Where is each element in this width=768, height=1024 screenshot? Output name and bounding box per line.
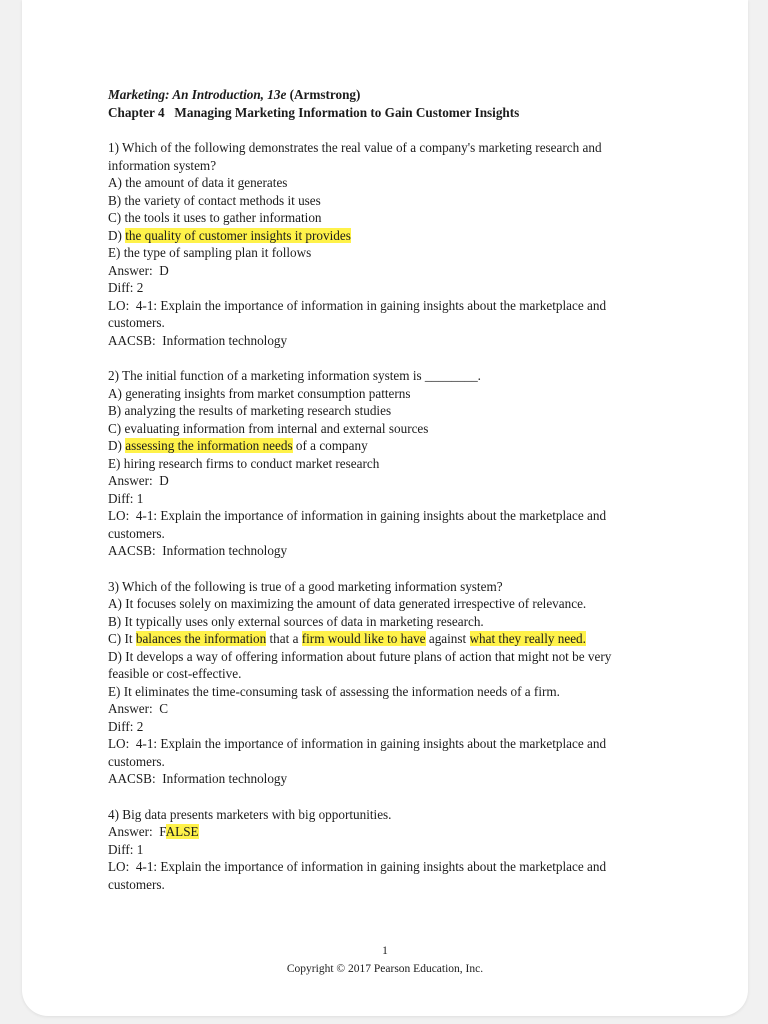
q4-answer-highlight: ALSE — [165, 824, 199, 839]
q3-option-c-highlight-1: balances the information — [135, 631, 267, 646]
chapter-title: Chapter 4 Managing Marketing Information to Gain Customer Insights — [108, 104, 520, 120]
question-3 — [108, 578, 668, 788]
q1-aacsb: AACSB: Information technology — [108, 332, 288, 348]
q1-stem-line1: 1) Which of the following demonstrates the real value of a company's marketing research and — [108, 140, 602, 155]
q2-difficulty: Diff: 1 — [108, 490, 144, 506]
q2-lo-line1: LO: 4-1: Explain the importance of information in gaining insights about the marketplace and — [108, 508, 607, 523]
q3-option-c-highlight-2: firm would like to have — [301, 631, 426, 646]
q3-option-d-line1: D) It develops a way of offering information about future plans of action that might not be very — [108, 648, 612, 664]
q2-option-b: B) analyzing the results of marketing research studies — [108, 403, 392, 418]
book-title — [108, 86, 668, 104]
q2-option-a: A) generating insights from market consumption patterns — [108, 385, 411, 401]
document-content — [108, 86, 668, 893]
q1-answer: Answer: D — [108, 262, 169, 278]
q4-answer — [108, 823, 668, 841]
document-header — [108, 86, 668, 121]
q3-option-a: A) It focuses solely on maximizing the amount of data generated irrespective of relevance. — [108, 596, 587, 611]
q4-lo-line1: LO: 4-1: Explain the importance of information in gaining insights about the marketplace and — [108, 859, 607, 874]
q3-option-d-line2: feasible or cost-effective. — [108, 666, 242, 681]
q1-option-b: B) the variety of contact methods it uses — [108, 192, 321, 208]
q2-aacsb: AACSB: Information technology — [108, 543, 288, 558]
q2-option-c: C) evaluating information from internal and external sources — [108, 420, 429, 436]
book-author: (Armstrong) — [289, 87, 361, 102]
q1-lo-line2: customers. — [108, 315, 165, 330]
q1-option-d — [108, 227, 668, 245]
q3-option-c-text-2: against — [425, 631, 470, 646]
q4-difficulty: Diff: 1 — [108, 841, 144, 857]
q1-option-a: A) the amount of data it generates — [108, 175, 288, 190]
q1-option-d-highlight: the quality of customer insights it provides — [125, 227, 351, 243]
q3-option-c-prefix: C) It — [108, 631, 136, 646]
q3-option-e: E) It eliminates the time-consuming task of assessing the information needs of a firm. — [108, 683, 560, 699]
book-title-italic: Marketing: An Introduction, 13e — [108, 87, 287, 102]
q2-answer: Answer: D — [108, 473, 169, 488]
q2-option-d-highlight: assessing the information needs — [125, 438, 293, 453]
question-1 — [108, 139, 668, 349]
copyright-notice: Copyright © 2017 Pearson Education, Inc. — [286, 963, 484, 975]
q3-stem: 3) Which of the following is true of a good marketing information system? — [108, 578, 503, 594]
q4-answer-prefix: Answer: F — [108, 824, 166, 839]
q3-answer: Answer: C — [108, 701, 169, 716]
q1-difficulty: Diff: 2 — [108, 280, 144, 295]
q4-lo-line2: customers. — [108, 876, 165, 892]
q2-option-d-suffix: of a company — [292, 438, 368, 453]
document-page — [22, 0, 748, 1016]
q1-option-e: E) the type of sampling plan it follows — [108, 245, 312, 260]
question-2 — [108, 367, 668, 560]
q1-stem-line2: information system? — [108, 157, 217, 173]
q3-difficulty: Diff: 2 — [108, 718, 144, 734]
q2-stem: 2) The initial function of a marketing information system is ________. — [108, 368, 481, 383]
q3-option-c-text-1: that a — [266, 631, 302, 646]
q1-option-d-prefix: D) — [108, 227, 126, 243]
q4-stem: 4) Big data presents marketers with big opportunities. — [108, 806, 392, 822]
page-number: 1 — [382, 945, 388, 957]
q1-lo-line1: LO: 4-1: Explain the importance of information in gaining insights about the marketplace and — [108, 297, 607, 313]
q1-option-c: C) the tools it uses to gather information — [108, 210, 322, 225]
question-4 — [108, 806, 668, 894]
q2-lo-line2: customers. — [108, 525, 165, 541]
q2-option-d-prefix: D) — [108, 438, 126, 453]
q2-option-e: E) hiring research firms to conduct market research — [108, 455, 380, 471]
q2-option-d — [108, 437, 668, 455]
q3-lo-line2: customers. — [108, 753, 165, 769]
q3-option-c — [108, 630, 668, 648]
q3-option-c-highlight-3: what they really need. — [469, 631, 586, 646]
q3-option-b: B) It typically uses only external sources of data in marketing research. — [108, 613, 484, 629]
q3-aacsb: AACSB: Information technology — [108, 771, 288, 786]
q3-lo-line1: LO: 4-1: Explain the importance of information in gaining insights about the marketplace and — [108, 736, 607, 751]
